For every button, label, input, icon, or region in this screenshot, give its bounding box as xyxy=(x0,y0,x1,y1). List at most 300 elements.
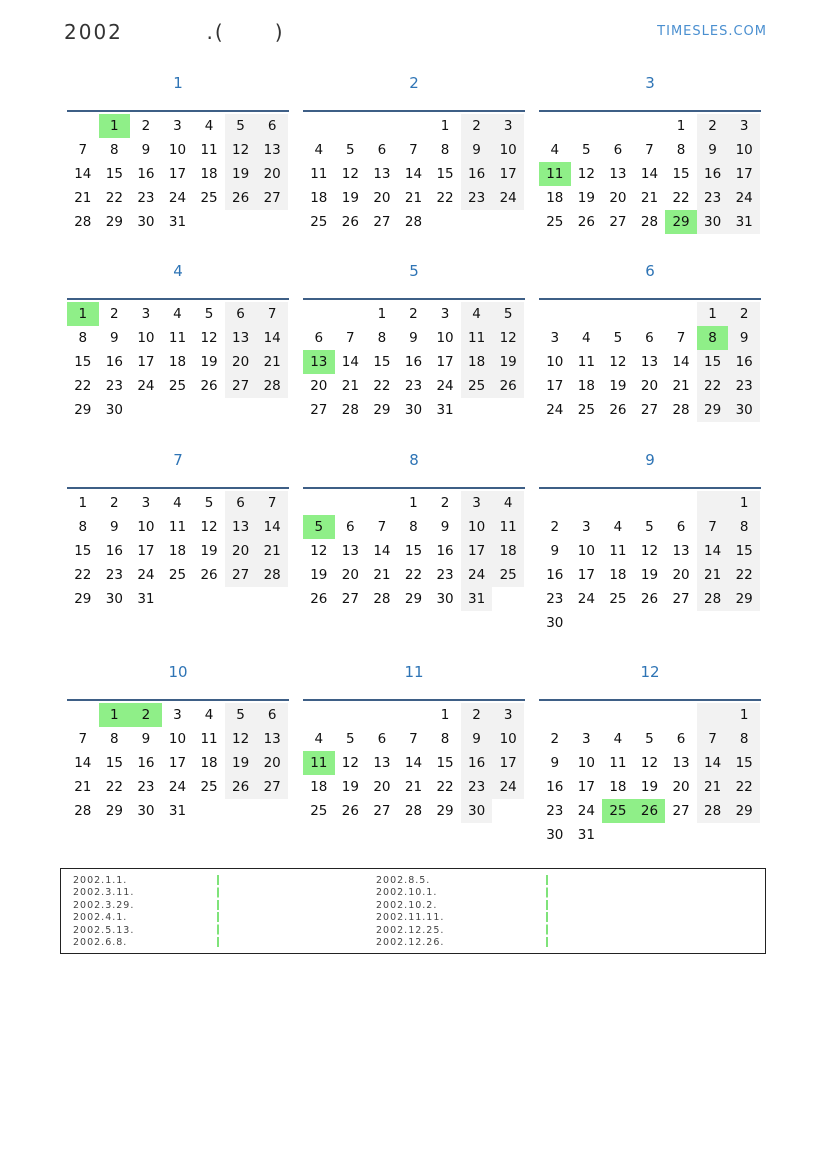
day-cell[interactable]: 14 xyxy=(404,755,423,771)
day-cell[interactable]: 2 xyxy=(550,731,560,747)
day-cell[interactable]: 14 xyxy=(640,166,659,182)
day-cell[interactable]: 27 xyxy=(672,591,690,607)
day-cell[interactable]: 18 xyxy=(310,190,328,206)
day-cell[interactable]: 9 xyxy=(550,543,560,559)
day-cell[interactable]: 27 xyxy=(373,214,391,230)
day-cell[interactable]: 8 xyxy=(377,330,387,346)
day-cell[interactable]: 3 xyxy=(582,731,591,747)
day-cell[interactable]: 10 xyxy=(492,138,524,162)
day-cell[interactable]: 28 xyxy=(74,803,92,819)
day-cell[interactable]: 19 xyxy=(341,779,359,795)
day-cell[interactable]: 5 xyxy=(225,114,257,138)
day-cell[interactable]: 10 xyxy=(137,519,155,535)
day-cell[interactable]: 25 xyxy=(310,803,328,819)
day-cell[interactable]: 1 xyxy=(99,114,131,138)
day-cell[interactable]: 11 xyxy=(303,751,335,775)
day-cell[interactable]: 21 xyxy=(404,779,423,795)
day-cell[interactable]: 7 xyxy=(697,727,729,751)
day-cell[interactable]: 20 xyxy=(225,350,257,374)
day-cell[interactable]: 10 xyxy=(168,731,187,747)
day-cell[interactable]: 14 xyxy=(697,539,729,563)
day-cell[interactable]: 29 xyxy=(728,587,760,611)
day-cell[interactable]: 13 xyxy=(373,166,391,182)
day-cell[interactable]: 6 xyxy=(256,114,288,138)
day-cell[interactable]: 2 xyxy=(130,703,162,727)
day-cell[interactable]: 2 xyxy=(728,302,760,326)
day-cell[interactable]: 14 xyxy=(74,755,92,771)
day-cell[interactable]: 27 xyxy=(256,775,288,799)
day-cell[interactable]: 30 xyxy=(105,591,123,607)
day-cell[interactable]: 18 xyxy=(609,779,627,795)
day-cell[interactable]: 29 xyxy=(373,402,391,418)
day-cell[interactable]: 24 xyxy=(137,567,155,583)
day-cell[interactable]: 16 xyxy=(404,354,423,370)
day-cell[interactable]: 7 xyxy=(78,142,88,158)
day-cell[interactable]: 23 xyxy=(461,186,493,210)
day-cell[interactable]: 7 xyxy=(409,142,418,158)
day-cell[interactable]: 31 xyxy=(461,587,493,611)
day-cell[interactable]: 30 xyxy=(105,402,123,418)
day-cell[interactable]: 7 xyxy=(256,302,288,326)
day-cell[interactable]: 14 xyxy=(256,326,288,350)
day-cell[interactable]: 1 xyxy=(728,703,760,727)
day-cell[interactable]: 20 xyxy=(341,567,359,583)
day-cell[interactable]: 7 xyxy=(377,519,387,535)
day-cell[interactable]: 25 xyxy=(577,402,595,418)
day-cell[interactable]: 7 xyxy=(676,330,686,346)
day-cell[interactable]: 18 xyxy=(546,190,564,206)
day-cell[interactable]: 5 xyxy=(204,495,214,511)
day-cell[interactable]: 30 xyxy=(137,214,155,230)
day-cell[interactable]: 22 xyxy=(697,374,729,398)
day-cell[interactable]: 23 xyxy=(105,567,123,583)
day-cell[interactable]: 22 xyxy=(672,190,690,206)
day-cell[interactable]: 8 xyxy=(78,330,88,346)
day-cell[interactable]: 26 xyxy=(341,214,359,230)
day-cell[interactable]: 16 xyxy=(728,350,760,374)
day-cell[interactable]: 7 xyxy=(256,491,288,515)
day-cell[interactable]: 29 xyxy=(697,398,729,422)
day-cell[interactable]: 30 xyxy=(461,799,493,823)
day-cell[interactable]: 24 xyxy=(492,775,524,799)
day-cell[interactable]: 27 xyxy=(341,591,359,607)
day-cell[interactable]: 15 xyxy=(728,751,760,775)
day-cell[interactable]: 23 xyxy=(404,378,423,394)
day-cell[interactable]: 15 xyxy=(373,354,391,370)
day-cell[interactable]: 19 xyxy=(640,779,659,795)
day-cell[interactable]: 4 xyxy=(173,495,182,511)
day-cell[interactable]: 9 xyxy=(110,330,119,346)
day-cell[interactable]: 4 xyxy=(550,142,560,158)
day-cell[interactable]: 16 xyxy=(137,755,155,771)
day-cell[interactable]: 17 xyxy=(168,166,187,182)
day-cell[interactable]: 11 xyxy=(577,354,595,370)
day-cell[interactable]: 2 xyxy=(409,306,418,322)
day-cell[interactable]: 30 xyxy=(546,827,564,843)
day-cell[interactable]: 5 xyxy=(346,731,355,747)
day-cell[interactable]: 2 xyxy=(141,118,151,134)
day-cell[interactable]: 21 xyxy=(74,779,92,795)
day-cell[interactable]: 27 xyxy=(640,402,659,418)
day-cell[interactable]: 11 xyxy=(461,326,493,350)
day-cell[interactable]: 18 xyxy=(577,378,595,394)
day-cell[interactable]: 21 xyxy=(404,190,423,206)
day-cell[interactable]: 5 xyxy=(645,519,654,535)
day-cell[interactable]: 6 xyxy=(256,703,288,727)
day-cell[interactable]: 22 xyxy=(74,378,92,394)
day-cell[interactable]: 21 xyxy=(341,378,359,394)
day-cell[interactable]: 24 xyxy=(168,190,187,206)
day-cell[interactable]: 25 xyxy=(546,214,564,230)
day-cell[interactable]: 14 xyxy=(256,515,288,539)
day-cell[interactable]: 9 xyxy=(141,142,151,158)
day-cell[interactable]: 3 xyxy=(728,114,760,138)
day-cell[interactable]: 30 xyxy=(137,803,155,819)
day-cell[interactable]: 12 xyxy=(310,543,328,559)
day-cell[interactable]: 28 xyxy=(697,799,729,823)
day-cell[interactable]: 23 xyxy=(546,803,564,819)
day-cell[interactable]: 4 xyxy=(314,731,324,747)
day-cell[interactable]: 21 xyxy=(697,775,729,799)
day-cell[interactable]: 4 xyxy=(204,118,214,134)
day-cell[interactable]: 1 xyxy=(78,495,88,511)
day-cell[interactable]: 1 xyxy=(697,302,729,326)
day-cell[interactable]: 17 xyxy=(546,378,564,394)
day-cell[interactable]: 17 xyxy=(492,162,524,186)
day-cell[interactable]: 12 xyxy=(341,755,359,771)
day-cell[interactable]: 27 xyxy=(225,563,257,587)
day-cell[interactable]: 15 xyxy=(404,543,423,559)
day-cell[interactable]: 28 xyxy=(74,214,92,230)
day-cell[interactable]: 29 xyxy=(74,402,92,418)
day-cell[interactable]: 6 xyxy=(676,519,686,535)
day-cell[interactable]: 1 xyxy=(440,118,450,134)
day-cell[interactable]: 2 xyxy=(110,495,119,511)
day-cell[interactable]: 1 xyxy=(99,703,131,727)
day-cell[interactable]: 11 xyxy=(609,543,627,559)
day-cell[interactable]: 13 xyxy=(672,543,690,559)
day-cell[interactable]: 5 xyxy=(492,302,524,326)
day-cell[interactable]: 13 xyxy=(341,543,359,559)
day-cell[interactable]: 14 xyxy=(672,354,690,370)
day-cell[interactable]: 4 xyxy=(314,142,324,158)
day-cell[interactable]: 10 xyxy=(728,138,760,162)
day-cell[interactable]: 28 xyxy=(341,402,359,418)
day-cell[interactable]: 26 xyxy=(200,378,218,394)
day-cell[interactable]: 29 xyxy=(105,214,123,230)
day-cell[interactable]: 26 xyxy=(609,402,627,418)
day-cell[interactable]: 10 xyxy=(137,330,155,346)
day-cell[interactable]: 9 xyxy=(110,519,119,535)
day-cell[interactable]: 27 xyxy=(256,186,288,210)
day-cell[interactable]: 23 xyxy=(105,378,123,394)
day-cell[interactable]: 13 xyxy=(225,515,257,539)
day-cell[interactable]: 30 xyxy=(546,615,564,631)
day-cell[interactable]: 18 xyxy=(200,166,218,182)
day-cell[interactable]: 25 xyxy=(168,378,187,394)
day-cell[interactable]: 10 xyxy=(492,727,524,751)
day-cell[interactable]: 26 xyxy=(225,775,257,799)
day-cell[interactable]: 31 xyxy=(728,210,760,234)
day-cell[interactable]: 4 xyxy=(204,707,214,723)
day-cell[interactable]: 21 xyxy=(640,190,659,206)
day-cell[interactable]: 19 xyxy=(200,543,218,559)
day-cell[interactable]: 11 xyxy=(310,166,328,182)
day-cell[interactable]: 18 xyxy=(200,755,218,771)
day-cell[interactable]: 9 xyxy=(461,138,493,162)
day-cell[interactable]: 17 xyxy=(461,539,493,563)
day-cell[interactable]: 8 xyxy=(440,731,450,747)
day-cell[interactable]: 26 xyxy=(634,799,666,823)
day-cell[interactable]: 26 xyxy=(640,591,659,607)
day-cell[interactable]: 4 xyxy=(582,330,591,346)
day-cell[interactable]: 3 xyxy=(173,707,182,723)
day-cell[interactable]: 8 xyxy=(110,731,119,747)
day-cell[interactable]: 23 xyxy=(137,190,155,206)
day-cell[interactable]: 12 xyxy=(640,755,659,771)
day-cell[interactable]: 17 xyxy=(137,354,155,370)
day-cell[interactable]: 20 xyxy=(609,190,627,206)
day-cell[interactable]: 17 xyxy=(492,751,524,775)
day-cell[interactable]: 24 xyxy=(577,803,595,819)
day-cell[interactable]: 19 xyxy=(225,751,257,775)
day-cell[interactable]: 7 xyxy=(645,142,654,158)
day-cell[interactable]: 24 xyxy=(461,563,493,587)
day-cell[interactable]: 4 xyxy=(173,306,182,322)
day-cell[interactable]: 3 xyxy=(492,114,524,138)
day-cell[interactable]: 1 xyxy=(377,306,387,322)
day-cell[interactable]: 5 xyxy=(613,330,623,346)
day-cell[interactable]: 20 xyxy=(672,779,690,795)
day-cell[interactable]: 16 xyxy=(546,567,564,583)
day-cell[interactable]: 30 xyxy=(697,210,729,234)
day-cell[interactable]: 19 xyxy=(341,190,359,206)
day-cell[interactable]: 28 xyxy=(256,563,288,587)
day-cell[interactable]: 10 xyxy=(436,330,454,346)
day-cell[interactable]: 7 xyxy=(346,330,355,346)
day-cell[interactable]: 13 xyxy=(609,166,627,182)
day-cell[interactable]: 9 xyxy=(141,731,151,747)
day-cell[interactable]: 31 xyxy=(137,591,155,607)
day-cell[interactable]: 8 xyxy=(676,142,686,158)
day-cell[interactable]: 20 xyxy=(672,567,690,583)
day-cell[interactable]: 6 xyxy=(645,330,654,346)
day-cell[interactable]: 24 xyxy=(137,378,155,394)
day-cell[interactable]: 4 xyxy=(492,491,524,515)
day-cell[interactable]: 12 xyxy=(225,138,257,162)
day-cell[interactable]: 21 xyxy=(256,350,288,374)
day-cell[interactable]: 24 xyxy=(168,779,187,795)
day-cell[interactable]: 27 xyxy=(225,374,257,398)
day-cell[interactable]: 8 xyxy=(78,519,88,535)
day-cell[interactable]: 5 xyxy=(303,515,335,539)
day-cell[interactable]: 19 xyxy=(492,350,524,374)
day-cell[interactable]: 8 xyxy=(697,326,729,350)
day-cell[interactable]: 2 xyxy=(440,495,450,511)
day-cell[interactable]: 12 xyxy=(225,727,257,751)
day-cell[interactable]: 13 xyxy=(256,138,288,162)
day-cell[interactable]: 25 xyxy=(200,190,218,206)
day-cell[interactable]: 8 xyxy=(728,727,760,751)
day-cell[interactable]: 13 xyxy=(373,755,391,771)
day-cell[interactable]: 6 xyxy=(225,302,257,326)
day-cell[interactable]: 27 xyxy=(373,803,391,819)
day-cell[interactable]: 20 xyxy=(256,751,288,775)
day-cell[interactable]: 30 xyxy=(404,402,423,418)
day-cell[interactable]: 24 xyxy=(728,186,760,210)
day-cell[interactable]: 15 xyxy=(74,543,92,559)
day-cell[interactable]: 22 xyxy=(404,567,423,583)
day-cell[interactable]: 16 xyxy=(546,779,564,795)
day-cell[interactable]: 18 xyxy=(461,350,493,374)
day-cell[interactable]: 22 xyxy=(728,775,760,799)
day-cell[interactable]: 22 xyxy=(373,378,391,394)
day-cell[interactable]: 3 xyxy=(550,330,560,346)
day-cell[interactable]: 26 xyxy=(310,591,328,607)
day-cell[interactable]: 7 xyxy=(697,515,729,539)
day-cell[interactable]: 2 xyxy=(461,703,493,727)
day-cell[interactable]: 29 xyxy=(105,803,123,819)
day-cell[interactable]: 25 xyxy=(200,779,218,795)
day-cell[interactable]: 15 xyxy=(105,755,123,771)
day-cell[interactable]: 18 xyxy=(609,567,627,583)
day-cell[interactable]: 19 xyxy=(609,378,627,394)
day-cell[interactable]: 1 xyxy=(67,302,99,326)
day-cell[interactable]: 12 xyxy=(609,354,627,370)
day-cell[interactable]: 7 xyxy=(78,731,88,747)
day-cell[interactable]: 16 xyxy=(461,162,493,186)
day-cell[interactable]: 6 xyxy=(377,731,387,747)
day-cell[interactable]: 28 xyxy=(404,214,423,230)
day-cell[interactable]: 5 xyxy=(204,306,214,322)
day-cell[interactable]: 24 xyxy=(546,402,564,418)
day-cell[interactable]: 5 xyxy=(582,142,591,158)
day-cell[interactable]: 6 xyxy=(314,330,324,346)
day-cell[interactable]: 12 xyxy=(577,166,595,182)
day-cell[interactable]: 29 xyxy=(74,591,92,607)
day-cell[interactable]: 16 xyxy=(436,543,454,559)
day-cell[interactable]: 4 xyxy=(613,731,623,747)
day-cell[interactable]: 27 xyxy=(672,803,690,819)
day-cell[interactable]: 7 xyxy=(409,731,418,747)
day-cell[interactable]: 30 xyxy=(728,398,760,422)
day-cell[interactable]: 22 xyxy=(105,779,123,795)
day-cell[interactable]: 11 xyxy=(609,755,627,771)
day-cell[interactable]: 1 xyxy=(728,491,760,515)
day-cell[interactable]: 23 xyxy=(461,775,493,799)
day-cell[interactable]: 22 xyxy=(728,563,760,587)
day-cell[interactable]: 8 xyxy=(440,142,450,158)
day-cell[interactable]: 2 xyxy=(697,114,729,138)
day-cell[interactable]: 31 xyxy=(168,214,187,230)
day-cell[interactable]: 21 xyxy=(697,563,729,587)
day-cell[interactable]: 23 xyxy=(728,374,760,398)
day-cell[interactable]: 16 xyxy=(461,751,493,775)
day-cell[interactable]: 6 xyxy=(225,491,257,515)
day-cell[interactable]: 1 xyxy=(440,707,450,723)
day-cell[interactable]: 28 xyxy=(697,587,729,611)
day-cell[interactable]: 17 xyxy=(168,755,187,771)
day-cell[interactable]: 9 xyxy=(728,326,760,350)
day-cell[interactable]: 18 xyxy=(168,543,187,559)
day-cell[interactable]: 5 xyxy=(346,142,355,158)
day-cell[interactable]: 30 xyxy=(436,591,454,607)
day-cell[interactable]: 31 xyxy=(436,402,454,418)
day-cell[interactable]: 25 xyxy=(602,799,634,823)
day-cell[interactable]: 13 xyxy=(303,350,335,374)
day-cell[interactable]: 12 xyxy=(200,519,218,535)
day-cell[interactable]: 23 xyxy=(436,567,454,583)
day-cell[interactable]: 26 xyxy=(492,374,524,398)
day-cell[interactable]: 24 xyxy=(436,378,454,394)
day-cell[interactable]: 21 xyxy=(74,190,92,206)
brand-logo[interactable]: TIMESLES.COM xyxy=(657,24,767,39)
day-cell[interactable]: 10 xyxy=(461,515,493,539)
day-cell[interactable]: 24 xyxy=(492,186,524,210)
day-cell[interactable]: 9 xyxy=(697,138,729,162)
day-cell[interactable]: 12 xyxy=(492,326,524,350)
day-cell[interactable]: 13 xyxy=(672,755,690,771)
day-cell[interactable]: 9 xyxy=(461,727,493,751)
day-cell[interactable]: 6 xyxy=(613,142,623,158)
day-cell[interactable]: 10 xyxy=(577,755,595,771)
day-cell[interactable]: 1 xyxy=(409,495,418,511)
day-cell[interactable]: 25 xyxy=(461,374,493,398)
day-cell[interactable]: 11 xyxy=(539,162,571,186)
day-cell[interactable]: 14 xyxy=(74,166,92,182)
day-cell[interactable]: 15 xyxy=(728,539,760,563)
day-cell[interactable]: 12 xyxy=(640,543,659,559)
day-cell[interactable]: 27 xyxy=(310,402,328,418)
day-cell[interactable]: 11 xyxy=(168,519,187,535)
day-cell[interactable]: 15 xyxy=(105,166,123,182)
day-cell[interactable]: 16 xyxy=(137,166,155,182)
day-cell[interactable]: 20 xyxy=(373,190,391,206)
day-cell[interactable]: 25 xyxy=(310,214,328,230)
day-cell[interactable]: 19 xyxy=(310,567,328,583)
day-cell[interactable]: 21 xyxy=(672,378,690,394)
day-cell[interactable]: 14 xyxy=(373,543,391,559)
day-cell[interactable]: 17 xyxy=(577,567,595,583)
day-cell[interactable]: 16 xyxy=(105,543,123,559)
day-cell[interactable]: 14 xyxy=(697,751,729,775)
day-cell[interactable]: 20 xyxy=(225,539,257,563)
day-cell[interactable]: 8 xyxy=(728,515,760,539)
day-cell[interactable]: 9 xyxy=(409,330,418,346)
day-cell[interactable]: 10 xyxy=(168,142,187,158)
day-cell[interactable]: 29 xyxy=(404,591,423,607)
day-cell[interactable]: 29 xyxy=(728,799,760,823)
day-cell[interactable]: 25 xyxy=(168,567,187,583)
day-cell[interactable]: 3 xyxy=(461,491,493,515)
day-cell[interactable]: 22 xyxy=(436,779,454,795)
day-cell[interactable]: 19 xyxy=(577,190,595,206)
day-cell[interactable]: 28 xyxy=(404,803,423,819)
day-cell[interactable]: 3 xyxy=(440,306,450,322)
day-cell[interactable]: 6 xyxy=(346,519,355,535)
day-cell[interactable]: 19 xyxy=(225,162,257,186)
day-cell[interactable]: 20 xyxy=(640,378,659,394)
day-cell[interactable]: 11 xyxy=(492,515,524,539)
day-cell[interactable]: 21 xyxy=(373,567,391,583)
day-cell[interactable]: 18 xyxy=(168,354,187,370)
day-cell[interactable]: 18 xyxy=(492,539,524,563)
day-cell[interactable]: 5 xyxy=(225,703,257,727)
day-cell[interactable]: 13 xyxy=(225,326,257,350)
day-cell[interactable]: 20 xyxy=(373,779,391,795)
day-cell[interactable]: 3 xyxy=(492,703,524,727)
day-cell[interactable]: 5 xyxy=(645,731,654,747)
